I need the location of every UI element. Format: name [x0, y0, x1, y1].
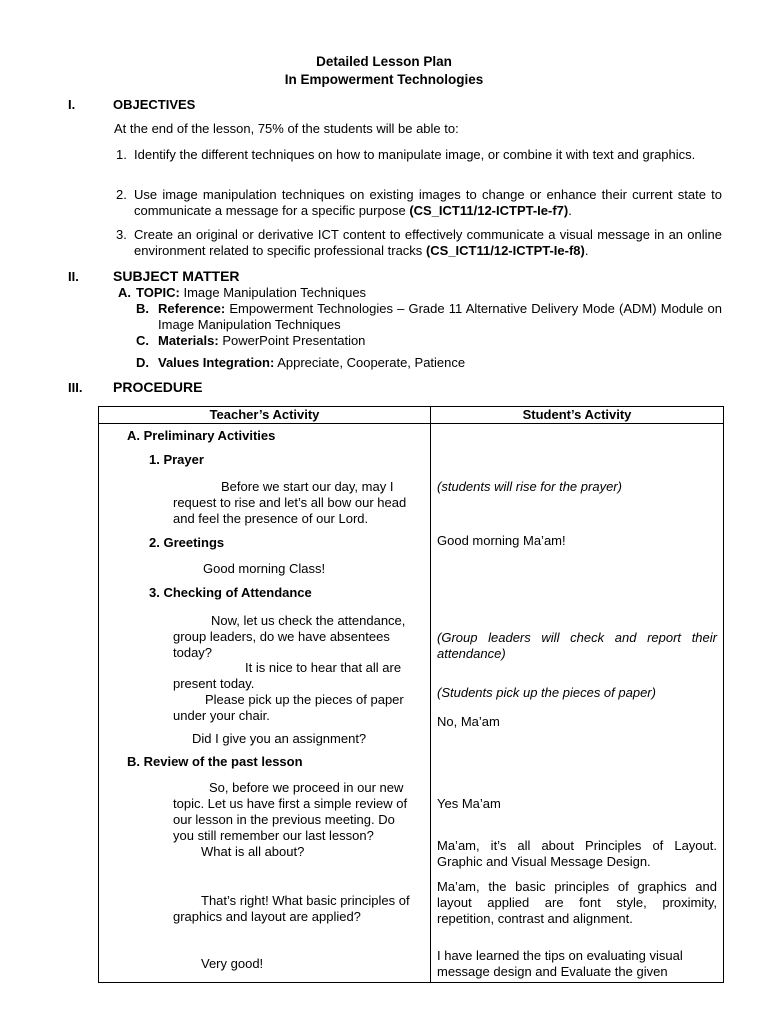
teacher-line: Did I give you an assignment? [192, 731, 367, 746]
objective-number: 2. [116, 187, 127, 202]
teacher-line: Good morning Class! [203, 561, 326, 576]
student-line: Ma’am, it’s all about Principles of Layout. [437, 838, 717, 853]
subject-item-materials [136, 333, 744, 349]
document-title: Detailed Lesson Plan [316, 54, 452, 69]
section-numeral-procedure: III. [68, 380, 83, 395]
competency-code: (CS_ICT11/12-ICTPT-Ie-f7) [409, 203, 569, 218]
teacher-line: present today. [173, 676, 255, 691]
teacher-line: you still remember our last lesson? [173, 828, 374, 843]
objective-number: 3. [116, 227, 127, 242]
section-preliminary-activities: A. Preliminary Activities [127, 428, 276, 443]
document-subtitle: In Empowerment Technologies [284, 72, 484, 87]
subject-item-letter: C. [136, 333, 149, 348]
objective-text: Create an original or derivative ICT content to effectively communicate a visual message in an online environment related to specific professional tracks [134, 227, 722, 258]
section-numeral-objectives: I. [68, 97, 76, 112]
teacher-line: Before we start our day, may I [221, 479, 394, 494]
student-line: I have learned the tips on evaluating visual [437, 948, 683, 963]
teacher-line: Now, let us check the attendance, [211, 613, 406, 628]
objective-number: 1. [116, 147, 127, 162]
teacher-line: Very good! [201, 956, 264, 971]
section-heading-objectives: OBJECTIVES [113, 97, 196, 112]
teacher-activity-cell [99, 424, 431, 983]
column-header-student: Student’s Activity [431, 407, 724, 424]
teacher-line: That’s right! What basic principles of [201, 893, 410, 908]
table-row [99, 424, 724, 983]
table-header-row [99, 407, 724, 424]
section-heading-procedure: PROCEDURE [113, 379, 203, 395]
teacher-line: group leaders, do we have absentees [173, 629, 390, 644]
subject-item-label: Reference: [158, 301, 226, 316]
subject-item-value: Appreciate, Cooperate, Patience [277, 355, 466, 370]
subject-item-letter: B. [136, 301, 149, 316]
student-line: (students will rise for the prayer) [437, 479, 622, 494]
teacher-line: Please pick up the pieces of paper [205, 692, 404, 707]
objective-text: Use image manipulation techniques on existing images to change or enhance their current state to communicate a message for a specific purpose [134, 187, 722, 218]
student-line: Graphic and Visual Message Design. [437, 854, 651, 869]
subject-item-value: Empowerment Technologies – Grade 11 Alternative Delivery Mode (ADM) Module on Image Manipulation Techniques [158, 301, 722, 332]
procedure-table [98, 406, 724, 983]
subject-item-label: Values Integration: [158, 355, 275, 370]
teacher-line: and feel the presence of our Lord. [173, 511, 369, 526]
teacher-line: request to rise and let’s all bow our head [173, 495, 407, 510]
subheading-prayer: 1. Prayer [149, 452, 204, 467]
subject-item-label: Materials: [158, 333, 219, 348]
subject-item-label: TOPIC: [136, 285, 180, 300]
student-line: (Students pick up the pieces of paper) [437, 685, 656, 700]
student-activity-cell [431, 424, 724, 983]
student-line: No, Ma’am [437, 714, 500, 729]
teacher-line: It is nice to hear that all are [245, 660, 402, 675]
student-line: repetition, contrast and alignment. [437, 911, 633, 926]
objective-item-1 [116, 147, 722, 163]
teacher-line: our lesson in the previous meeting. Do [173, 812, 395, 827]
section-numeral-subject-matter: II. [68, 269, 79, 284]
teacher-line: topic. Let us have first a simple review of [173, 796, 408, 811]
subject-item-reference [136, 301, 722, 333]
section-review-past-lesson: B. Review of the past lesson [127, 754, 303, 769]
competency-code: (CS_ICT11/12-ICTPT-Ie-f8) [425, 243, 585, 258]
student-line: Ma’am, the basic principles of graphics and [437, 879, 717, 894]
subheading-greetings: 2. Greetings [149, 535, 225, 550]
teacher-line: graphics and layout are applied? [173, 909, 361, 924]
objectives-intro: At the end of the lesson, 75% of the students will be able to: [114, 121, 459, 136]
subheading-attendance: 3. Checking of Attendance [149, 585, 312, 600]
teacher-line: What is all about? [201, 844, 305, 859]
student-line: Yes Ma’am [437, 796, 501, 811]
student-line: Good morning Ma’am! [437, 533, 566, 548]
teacher-line: under your chair. [173, 708, 270, 723]
column-header-teacher: Teacher’s Activity [99, 407, 431, 424]
student-line: layout applied are font style, proximity, [437, 895, 717, 910]
section-heading-subject-matter: SUBJECT MATTER [113, 268, 240, 284]
student-line: message design and Evaluate the given [437, 964, 668, 979]
subject-item-letter: D. [136, 355, 149, 370]
objective-text: Identify the different techniques on how to manipulate image, or combine it with text and graphics. [134, 147, 696, 162]
teacher-line: So, before we proceed in our new [209, 780, 404, 795]
teacher-line: today? [173, 645, 213, 660]
subject-item-letter: A. [118, 285, 131, 300]
subject-item-topic [118, 285, 722, 301]
objective-item-2: 2. Use image manipulation techniques on existing images to change or enhance their current state to communicate a message for a specific purpose (CS_ICT11/12-ICTPT-Ie-f7). [116, 187, 722, 218]
subject-item-value: PowerPoint Presentation [222, 333, 366, 348]
student-line: attendance) [437, 646, 506, 661]
subject-item-value: Image Manipulation Techniques [183, 285, 367, 300]
student-line: (Group leaders will check and report their [437, 630, 717, 645]
objective-item-3: 3. Create an original or derivative ICT content to effectively communicate a visual message in an online environment related to specific professional tracks (CS_ICT11/12-ICTPT-Ie-f8). [116, 227, 722, 258]
subject-item-values [136, 355, 744, 371]
